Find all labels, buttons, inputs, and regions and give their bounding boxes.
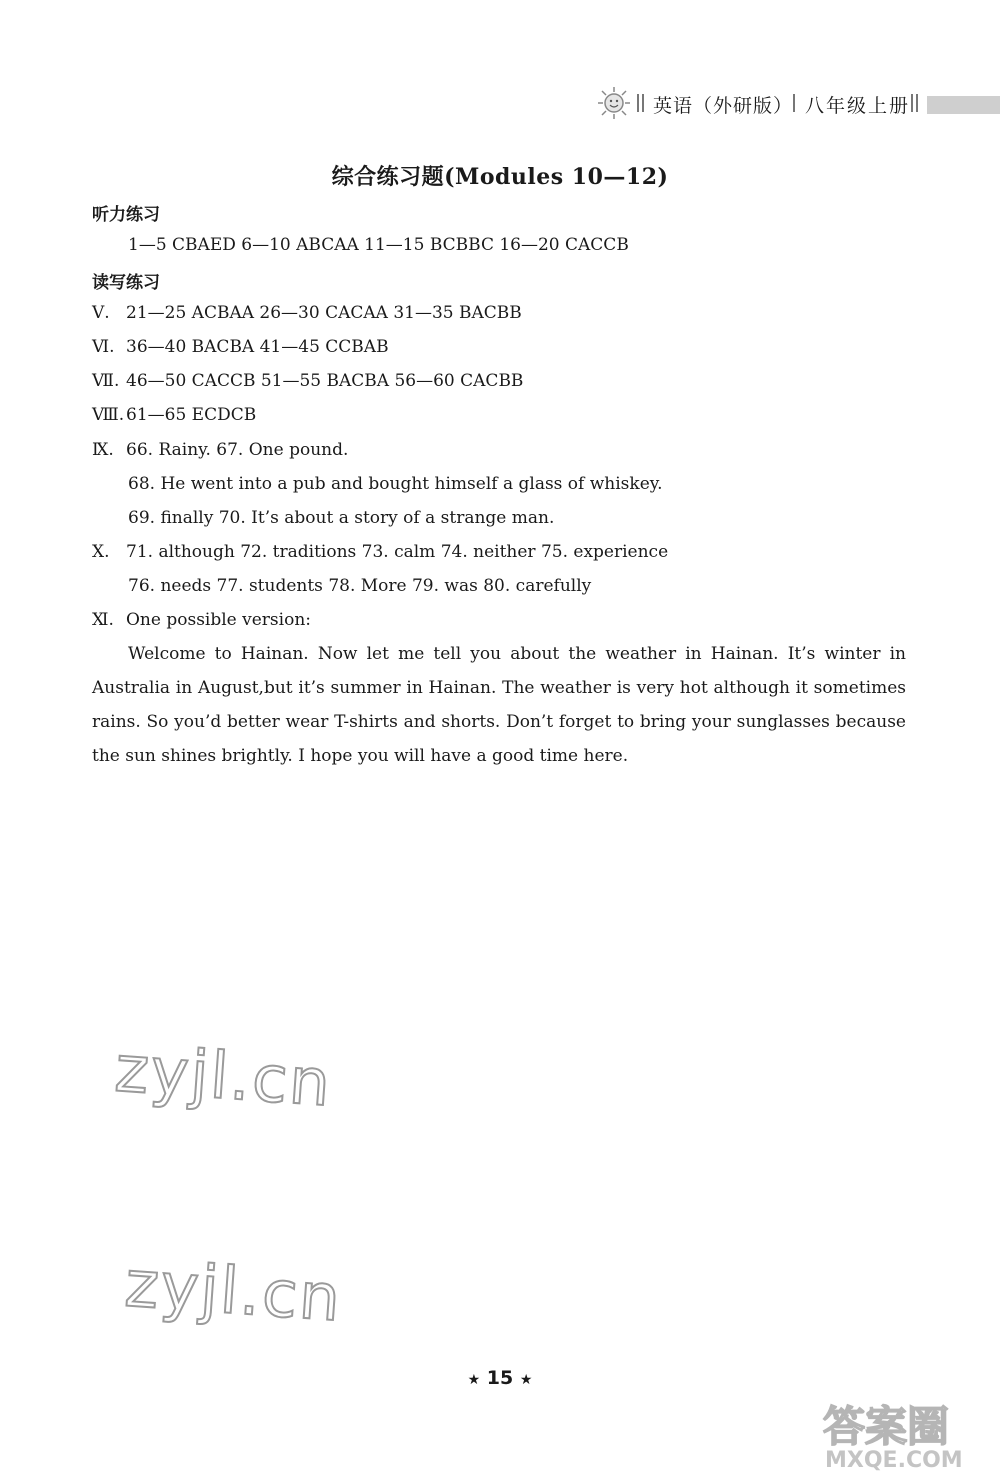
header-grade: 八年级上册	[805, 95, 911, 117]
section-numeral: Ⅸ.	[92, 440, 114, 460]
section-numeral: Ⅶ.	[92, 371, 120, 391]
section-heading-reading-writing: 读写练习	[92, 273, 160, 293]
answer-line	[92, 303, 522, 323]
section-numeral: Ⅹ.	[92, 542, 110, 562]
star-icon: ★	[519, 1372, 533, 1388]
page-header	[595, 84, 1000, 124]
star-icon: ★	[467, 1372, 481, 1388]
section-heading-listening: 听力练习	[92, 205, 160, 225]
mxqe-logo	[815, 1395, 1000, 1471]
answer-line: 76. needs 77. students 78. More 79. was 80. carefully	[128, 576, 592, 596]
answer-line	[92, 610, 311, 630]
answer-line	[92, 337, 389, 357]
section-numeral: Ⅺ.	[92, 610, 114, 630]
page-number	[0, 1367, 1000, 1389]
watermark: zyjl.cn	[112, 1032, 335, 1122]
sun-face-icon	[597, 86, 631, 120]
logo-text-bottom: MXQE.COM	[825, 1448, 963, 1471]
answer-line	[92, 440, 348, 460]
answer-text: One possible version:	[126, 610, 311, 630]
answer-text: 71. although 72. traditions 73. calm 74. neither 75. experience	[126, 542, 669, 562]
header-divider	[911, 94, 918, 112]
answer-text: 66. Rainy. 67. One pound.	[126, 440, 349, 460]
answer-line: 1—5 CBAED 6—10 ABCAA 11—15 BCBBC 16—20 CACCB	[128, 235, 629, 255]
watermark: zyjl.cn	[122, 1247, 345, 1337]
answer-line	[92, 542, 668, 562]
section-numeral: Ⅷ.	[92, 405, 125, 425]
header-divider	[637, 94, 644, 112]
answer-text: 61—65 ECDCB	[126, 405, 257, 425]
answer-line	[92, 371, 523, 391]
page-title: 综合练习题(Modules 10—12)	[331, 164, 669, 190]
header-band	[927, 96, 1000, 114]
answer-text: 36—40 BACBA 41—45 CCBAB	[126, 337, 389, 357]
answer-text: 46—50 CACCB 51—55 BACBA 56—60 CACBB	[126, 371, 524, 391]
page-number-value: 15	[486, 1367, 514, 1389]
answer-line: 69. finally 70. It’s about a story of a strange man.	[128, 508, 555, 528]
logo-text-top: 答案圈	[823, 1402, 950, 1451]
answer-line: 68. He went into a pub and bought himself a glass of whiskey.	[128, 474, 663, 494]
answer-text: 21—25 ACBAA 26—30 CACAA 31—35 BACBB	[126, 303, 522, 323]
section-numeral: Ⅴ.	[92, 303, 110, 323]
section-numeral: Ⅵ.	[92, 337, 115, 357]
essay-paragraph: Welcome to Hainan. Now let me tell you about the weather in Hainan. It’s winter in Australia in August,but it’s summer in Hainan. The weather is very hot although it sometimes rains. So you’d better wear T-shirts and shorts. Don’t forget to bring your sunglasses because the sun shines brightly. I hope you will have a good time here.	[92, 644, 906, 766]
answer-line	[92, 405, 256, 425]
header-subject: 英语（外研版）	[653, 95, 794, 117]
header-divider	[793, 94, 795, 112]
